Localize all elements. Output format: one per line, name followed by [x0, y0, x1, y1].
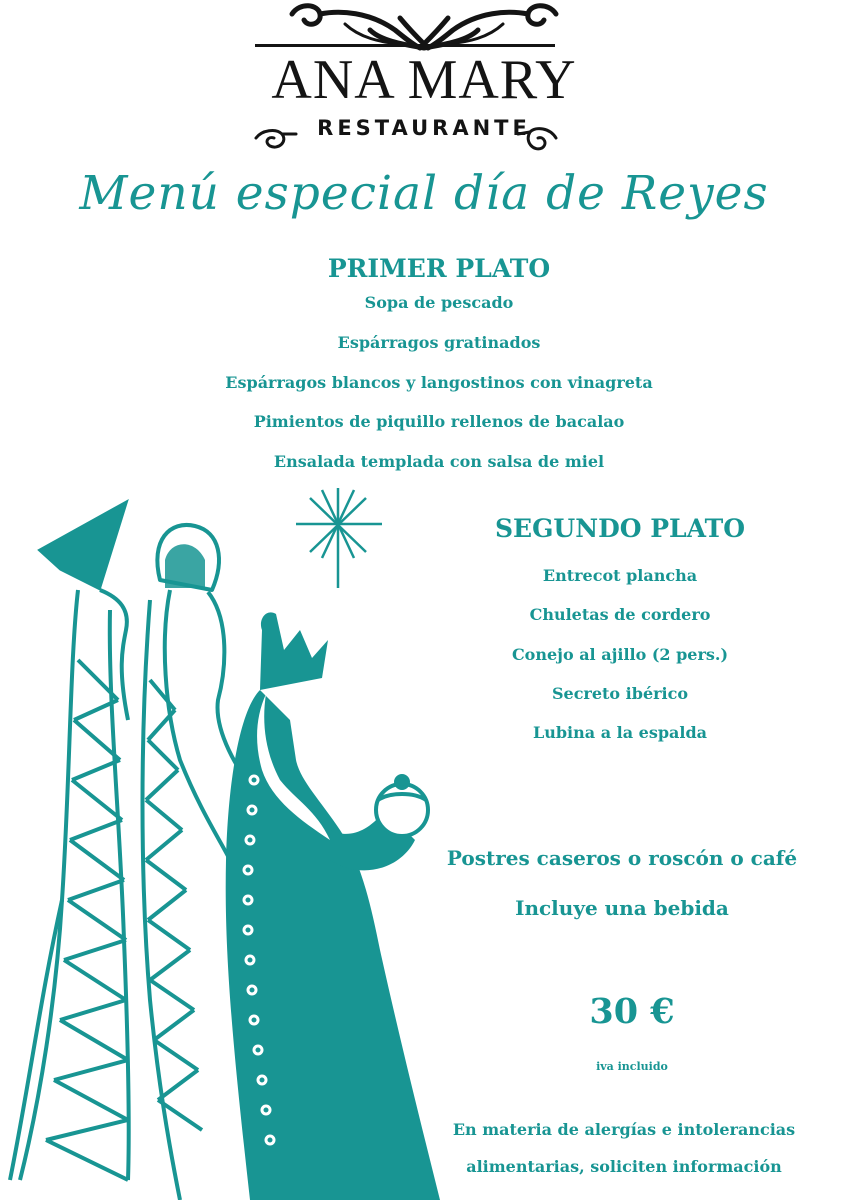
segundo-plato-item: Conejo al ajillo (2 pers.): [511, 645, 729, 664]
brand-subtitle: RESTAURANTE: [317, 116, 531, 140]
segundo-plato-item: Lubina a la espalda: [532, 723, 708, 742]
star-burst-icon: [296, 488, 382, 588]
three-kings-illustration: [0, 480, 440, 1200]
primer-plato-item: Espárragos gratinados: [337, 333, 541, 352]
price: 30 €: [589, 991, 675, 1032]
primer-plato-item: Pimientos de piquillo rellenos de bacalao: [253, 412, 625, 431]
primer-plato-item: Ensalada templada con salsa de miel: [273, 452, 605, 471]
menu-title: Menú especial día de Reyes: [79, 166, 769, 221]
primer-plato-item: Sopa de pescado: [364, 293, 514, 312]
tax-note: iva incluido: [596, 1060, 668, 1073]
segundo-plato-item: Secreto ibérico: [551, 684, 689, 703]
allergy-line-2: alimentarias, soliciten información: [466, 1157, 782, 1176]
flourish-ornament-icon: [292, 6, 556, 48]
dessert-line: Postres caseros o roscón o café: [446, 846, 798, 870]
allergy-line-1: En materia de alergías e intolerancias: [452, 1120, 796, 1139]
segundo-plato-heading: SEGUNDO PLATO: [494, 514, 746, 543]
drink-line: Incluye una bebida: [515, 896, 729, 920]
primer-plato-heading: PRIMER PLATO: [327, 254, 551, 283]
segundo-plato-item: Chuletas de cordero: [529, 605, 711, 624]
brand-name: ANA MARY: [271, 49, 577, 111]
primer-plato-item: Espárragos blancos y langostinos con vinagreta: [225, 373, 653, 392]
segundo-plato-item: Entrecot plancha: [542, 566, 698, 585]
